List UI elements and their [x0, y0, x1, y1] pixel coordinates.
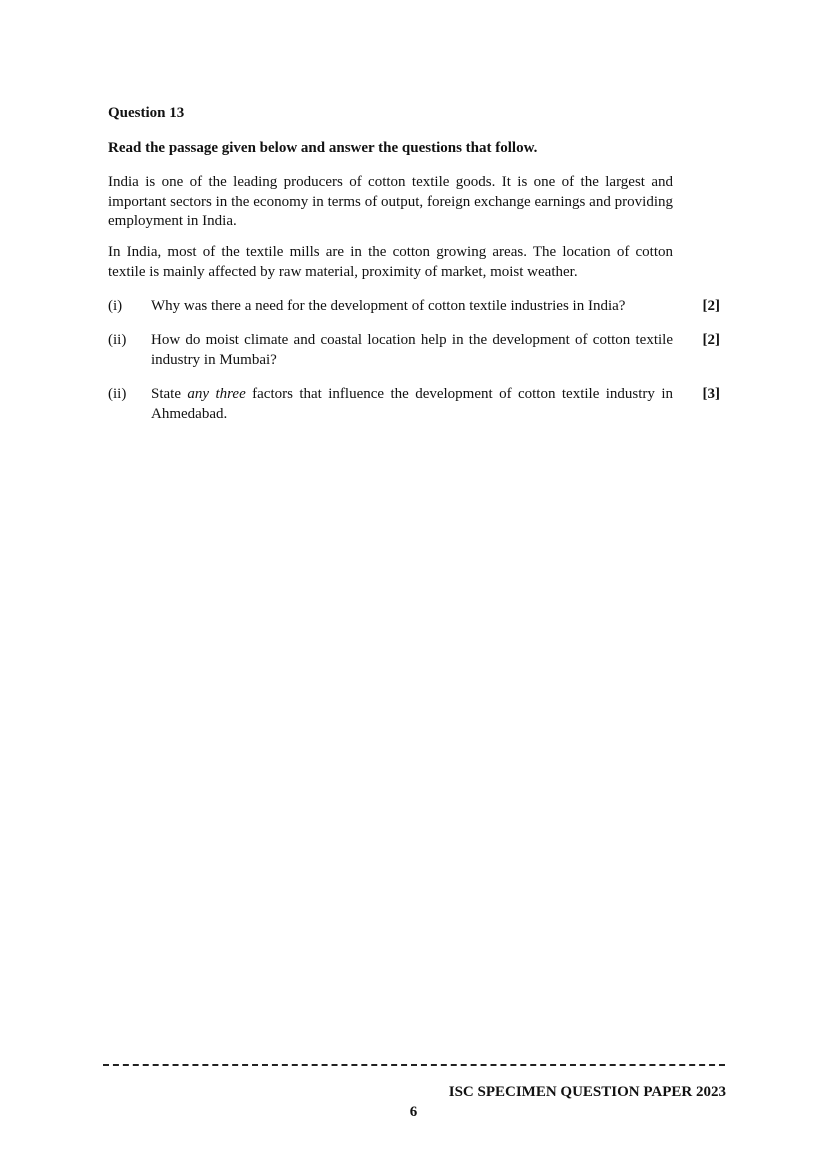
- sub-question-text: How do moist climate and coastal location help in the development of cotton textile industry in Mumbai?: [151, 332, 673, 368]
- sub-question-text: Why was there a need for the development of cotton textile industries in India?: [151, 298, 626, 314]
- sub-question-marks: [3]: [702, 386, 720, 402]
- passage-paragraph-2: In India, most of the textile mills are in the cotton growing areas. The location of cotton textile is mainly affected by raw material, proximity of market, moist weather.: [108, 244, 673, 280]
- passage-paragraph-1: India is one of the leading producers of cotton textile goods. It is one of the largest and important sectors in the economy in terms of output, foreign exchange earnings and providing employment in India.: [108, 174, 673, 229]
- question-title: Question 13: [108, 105, 185, 121]
- footer-divider: [103, 1064, 725, 1066]
- sub-question-3: [108, 385, 720, 427]
- sub-question-text-emphasis: any three: [187, 386, 246, 402]
- sub-question-2: [108, 331, 720, 373]
- sub-question-text-start: State: [151, 386, 188, 402]
- question-instruction: Read the passage given below and answer the questions that follow.: [108, 140, 538, 156]
- sub-question-text: [151, 385, 673, 424]
- page-number: 6: [409, 1104, 418, 1120]
- sub-question-number: (i): [108, 298, 123, 314]
- footer-paper-title: ISC SPECIMEN QUESTION PAPER 2023: [448, 1084, 726, 1100]
- sub-question-text-end: factors that influence the development of cotton textile industry in Ahmedabad.: [151, 386, 673, 422]
- sub-question-number: (ii): [108, 332, 127, 348]
- sub-question-marks: [2]: [702, 298, 720, 314]
- sub-question-number: (ii): [108, 386, 127, 402]
- sub-question-1: [108, 297, 720, 319]
- sub-question-marks: [2]: [702, 332, 720, 348]
